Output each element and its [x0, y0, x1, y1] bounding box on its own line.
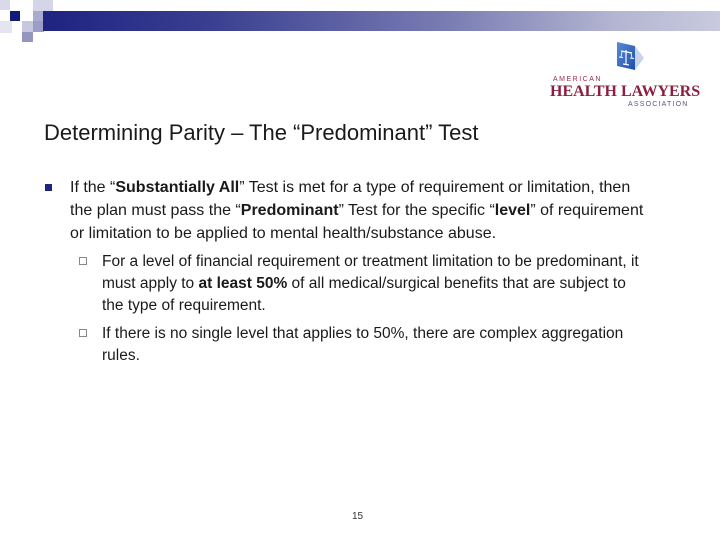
slide-title: Determining Parity – The “Predominant” Test: [44, 120, 479, 145]
header-gradient-bar: [43, 11, 720, 31]
square-bullet-icon: [45, 184, 52, 191]
sub-bullet-item: [76, 323, 644, 367]
scales-of-justice-icon: [615, 40, 645, 72]
slide-body: [44, 176, 644, 373]
bullet-text: If the “Substantially All” Test is met for a type of requirement or limitation, then the plan must pass the “Predominant” Test for the specific “level” of requirement or limitation to be applied to mental health/substance abuse.: [70, 179, 644, 242]
logo-text-association: ASSOCIATION: [628, 101, 689, 108]
deco-square: [33, 0, 53, 11]
page-number: 15: [352, 511, 364, 522]
hollow-square-bullet-icon: [79, 329, 87, 337]
logo-text-american: AMERICAN: [553, 76, 602, 83]
deco-square: [0, 0, 10, 10]
deco-square: [10, 11, 20, 21]
organization-logo: [545, 36, 705, 106]
sub-bullet-list: [44, 251, 644, 367]
sub-bullet-item: [76, 251, 644, 317]
bullet-item: [44, 176, 644, 245]
sub-bullet-text: If there is no single level that applies to 50%, there are complex aggregation rules.: [102, 325, 624, 364]
deco-square: [0, 21, 12, 33]
deco-square: [22, 32, 33, 42]
hollow-square-bullet-icon: [79, 257, 87, 265]
deco-square: [22, 21, 33, 32]
sub-bullet-text: For a level of financial requirement or treatment limitation to be predominant, it must apply to at least 50% of all medical/surgical benefits that are subject to the type of requirement.: [102, 253, 639, 314]
logo-text-health-lawyers: HEALTH LAWYERS: [550, 83, 701, 100]
